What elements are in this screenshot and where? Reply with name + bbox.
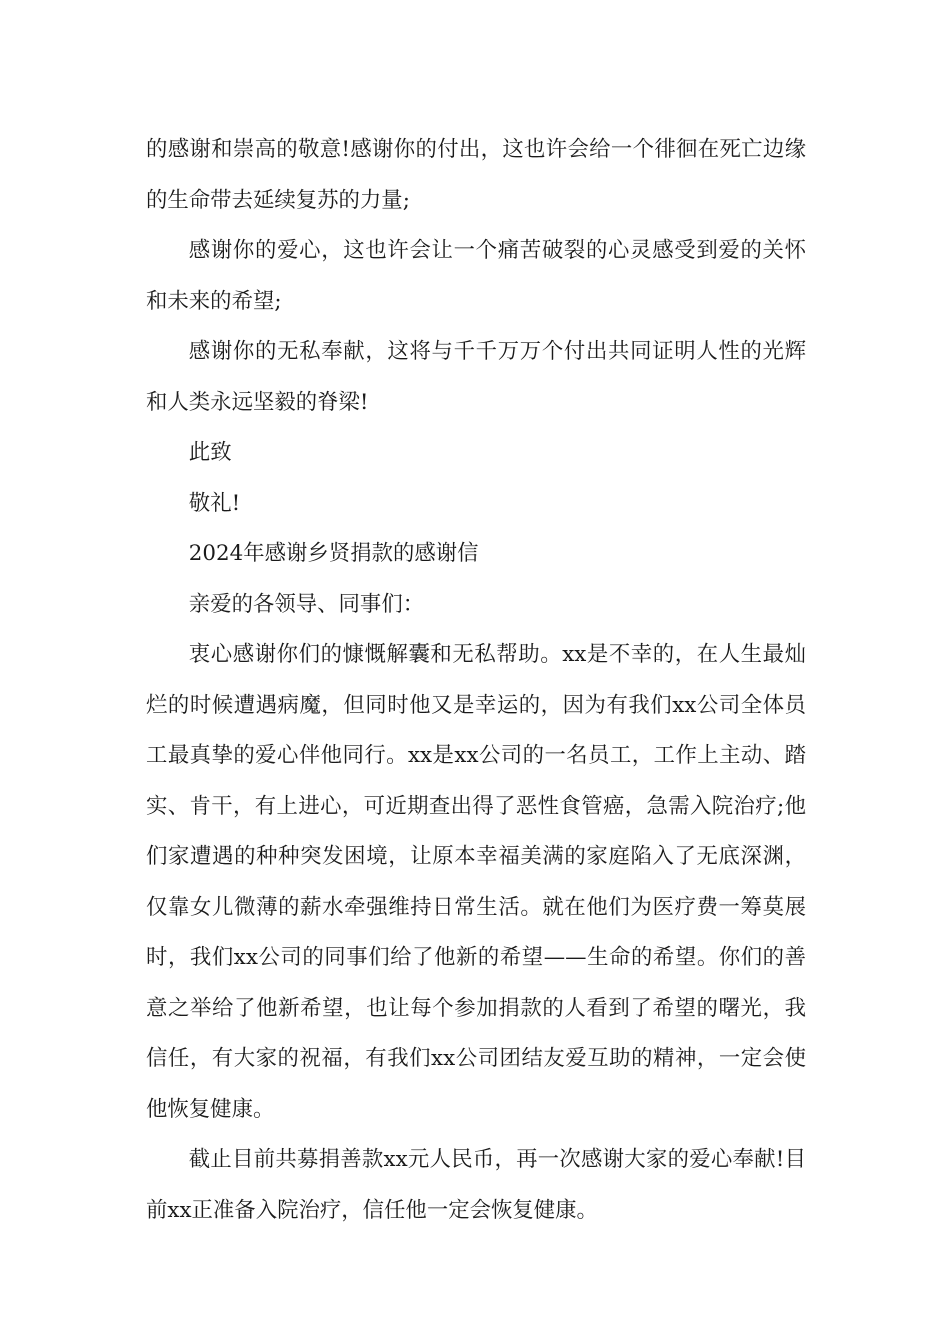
paragraph-thanks-dedication: 感谢你的无私奉献，这将与千千万万个付出共同证明人性的光辉和人类永远坚毅的脊梁! xyxy=(146,339,806,415)
paragraph-thanks-love: 感谢你的爱心，这也许会让一个痛苦破裂的心灵感受到爱的关怀和未来的希望; xyxy=(146,238,806,314)
paragraph-continuation: 的感谢和崇高的敬意!感谢你的付出，这也许会给一个徘徊在死亡边缘的生命带去延续复苏的力量; xyxy=(146,137,806,213)
letter-title: 2024年感谢乡贤捐款的感谢信 xyxy=(188,541,479,566)
closing-regards: 敬礼! xyxy=(188,490,241,516)
letter-greeting: 亲爱的各领导、同事们： xyxy=(188,591,425,617)
paragraph-main-body: 衷心感谢你们的慷慨解囊和无私帮助。xx是不幸的，在人生最灿烂的时候遭遇病魔，但同时他又是幸运的，因为有我们xx公司全体员工最真挚的爱心伴他同行。xx是xx公司的一名员工，工作上主动、踏实、肯干，有上进心，可近期查出得了恶性食管癌，急需入院治疗;他们家遭遇的种种突发困境，让原本幸福美满的家庭陷入了无底深渊，仅靠女儿微薄的薪水牵强维持日常生活。就在他们为医疗费一筹莫展时，我们xx公司的同事们给了他新的希望——生命的希望。你们的善意之举给了他新希望，也让每个参加捐款的人看到了希望的曙光，我信任，有大家的祝福，有我们xx公司团结友爱互助的精神，一定会使他恢复健康。 xyxy=(146,642,806,1122)
paragraph-donation-summary: 截止目前共募捐善款xx元人民币，再一次感谢大家的爱心奉献!目前xx正准备入院治疗，信任他一定会恢复健康。 xyxy=(146,1147,806,1223)
closing-salutation: 此致 xyxy=(188,440,232,465)
document-body xyxy=(146,125,806,1236)
